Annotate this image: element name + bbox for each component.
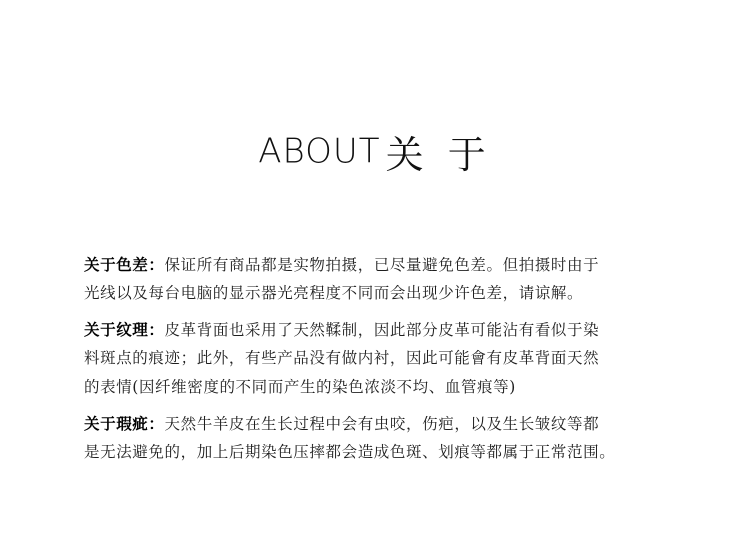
note-line: 的表情(因纤维密度的不同而产生的染色浓淡不均、血管痕等) (84, 378, 516, 396)
title-guanyu-text: 关 于 (385, 133, 492, 177)
note-line: 光线以及每台电脑的显示器光亮程度不同而会出现少许色差，请谅解。 (84, 284, 584, 302)
title-about-text: ABOUT (258, 131, 381, 172)
note-line (84, 315, 684, 344)
flaws-note (84, 409, 684, 467)
note-label: 关于色差： (84, 255, 165, 274)
note-line: 是无法避免的，加上后期染色压摔都会造成色斑、划痕等都属于正常范围。 (84, 443, 616, 461)
note-text: 皮革背面也采用了天然鞣制，因此部分皮革可能沾有看似于染 (164, 321, 600, 339)
notes-list (84, 250, 684, 474)
color-difference-note (84, 250, 684, 308)
note-line (84, 250, 684, 279)
note-text: 保证所有商品都是实物拍摄，已尽量避免色差。但拍摄时由于 (164, 256, 600, 274)
note-text: 天然牛羊皮在生长过程中会有虫咬，伤疤，以及生长皱纹等都 (164, 415, 600, 433)
note-line (84, 409, 684, 438)
texture-note (84, 315, 684, 402)
note-line: 料斑点的痕迹；此外，有些产品没有做内衬，因此可能會有皮革背面天然 (84, 349, 600, 367)
note-label: 关于纹理： (84, 320, 165, 339)
page-title (0, 124, 750, 179)
note-label: 关于瑕疵： (84, 414, 165, 433)
